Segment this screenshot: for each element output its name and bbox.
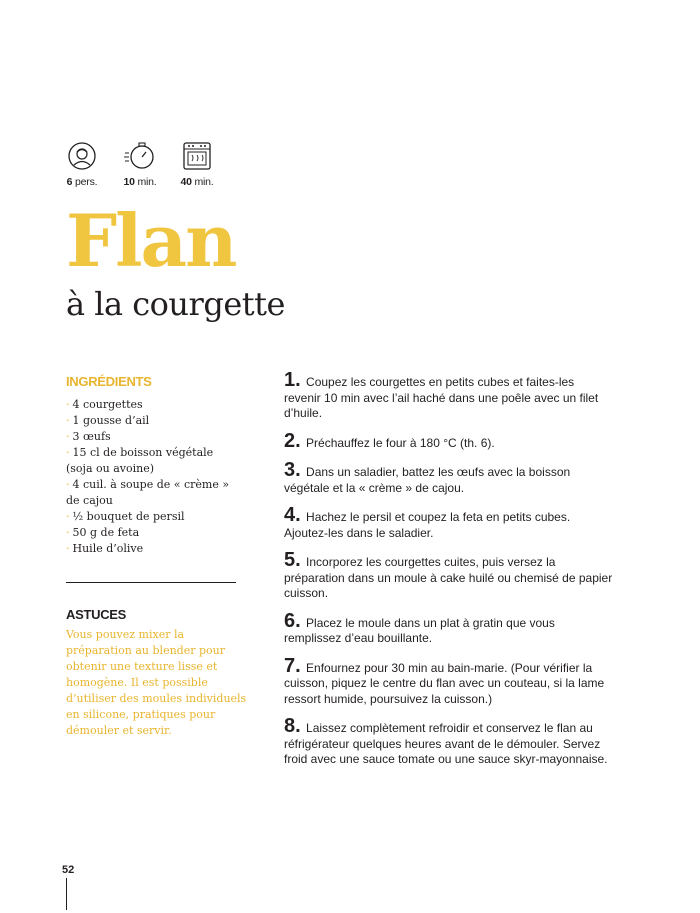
- ingredient-item: · 15 cl de boisson végétale (soja ou avoine): [66, 446, 214, 475]
- step-item: [284, 505, 614, 541]
- step-item: [284, 370, 614, 422]
- step-item: [284, 656, 614, 708]
- ingredient-item: · 1 gousse d’ail: [66, 414, 150, 427]
- ingredient-item: · 50 g de feta: [66, 526, 140, 539]
- prep-time-info: [110, 141, 170, 188]
- oven-icon: [182, 141, 212, 171]
- step-text: Placez le moule dans un plat à gratin que vous remplissez d’eau bouillante.: [284, 615, 555, 645]
- tips-text: Vous pouvez mixer la préparation au blender pour obtenir une texture lisse et homogène. Il est possible d’utiliser des moules individuels en silicone, pratiques pour démouler et servir.: [66, 628, 247, 737]
- ingredient-item: · 4 courgettes: [66, 398, 143, 411]
- tips-heading: ASTUCES: [66, 607, 127, 622]
- step-item: [284, 611, 614, 647]
- stopwatch-icon: [123, 141, 157, 171]
- step-text: Préchauffez le four à 180 °C (th. 6).: [306, 435, 495, 450]
- steps-list: [284, 370, 614, 777]
- servings-value: 6: [66, 176, 73, 188]
- step-text: Laissez complètement refroidir et conservez le flan au réfrigérateur quelques heures avant de le démouler. Servez froid avec une sauce tomate ou une sauce skyr-mayonnaise.: [284, 721, 608, 766]
- cook-time-info: [167, 141, 227, 188]
- step-text: Dans un saladier, battez les œufs avec la boisson végétale et la « crème » de cajou.: [284, 465, 571, 495]
- person-icon: [67, 141, 97, 171]
- servings-info: [52, 141, 112, 188]
- ingredients-list: [66, 397, 241, 557]
- ingredients-heading: INGRÉDIENTS: [66, 374, 152, 389]
- servings-unit: pers.: [75, 176, 98, 188]
- step-number: 7.: [284, 654, 301, 677]
- ingredient-item: · 3 œufs: [66, 430, 111, 443]
- step-item: [284, 550, 614, 602]
- step-number: 3.: [284, 459, 301, 481]
- page-number: 52: [62, 864, 75, 876]
- page-rule: [66, 878, 67, 910]
- cook-unit: min.: [194, 176, 214, 188]
- step-item: [284, 431, 614, 452]
- step-number: 5.: [284, 549, 301, 571]
- ingredient-item: · Huile d’olive: [66, 542, 144, 555]
- step-text: Hachez le persil et coupez la feta en petits cubes. Ajoutez-les dans le saladier.: [284, 510, 571, 540]
- step-number: 8.: [284, 715, 301, 737]
- section-divider: [66, 582, 236, 583]
- recipe-subtitle: à la courgette: [66, 285, 285, 323]
- step-text: Enfournez pour 30 min au bain-marie. (Pour vérifier la cuisson, piquez le centre du flan avec un couteau, si la lame ressort humide, poursuivez la cuisson.): [284, 660, 605, 706]
- step-text: Incorporez les courgettes cuites, puis versez la préparation dans un moule à cake huilé ou chemisé de papier cuisson.: [284, 555, 613, 600]
- ingredient-item: · 4 cuil. à soupe de « crème » de cajou: [66, 478, 230, 507]
- step-item: [284, 460, 614, 496]
- step-number: 4.: [284, 504, 301, 526]
- prep-unit: min.: [137, 176, 157, 188]
- step-number: 6.: [284, 609, 301, 632]
- recipe-title: Flan: [66, 198, 236, 283]
- step-number: 1.: [284, 369, 301, 391]
- cook-value: 40: [180, 176, 192, 188]
- prep-value: 10: [123, 176, 135, 188]
- ingredient-item: · ½ bouquet de persil: [66, 510, 185, 523]
- step-text: Coupez les courgettes en petits cubes et faites-les revenir 10 min avec l’ail haché dans une poêle avec un filet d’huile.: [284, 375, 599, 420]
- step-number: 2.: [284, 429, 301, 452]
- step-item: [284, 716, 614, 768]
